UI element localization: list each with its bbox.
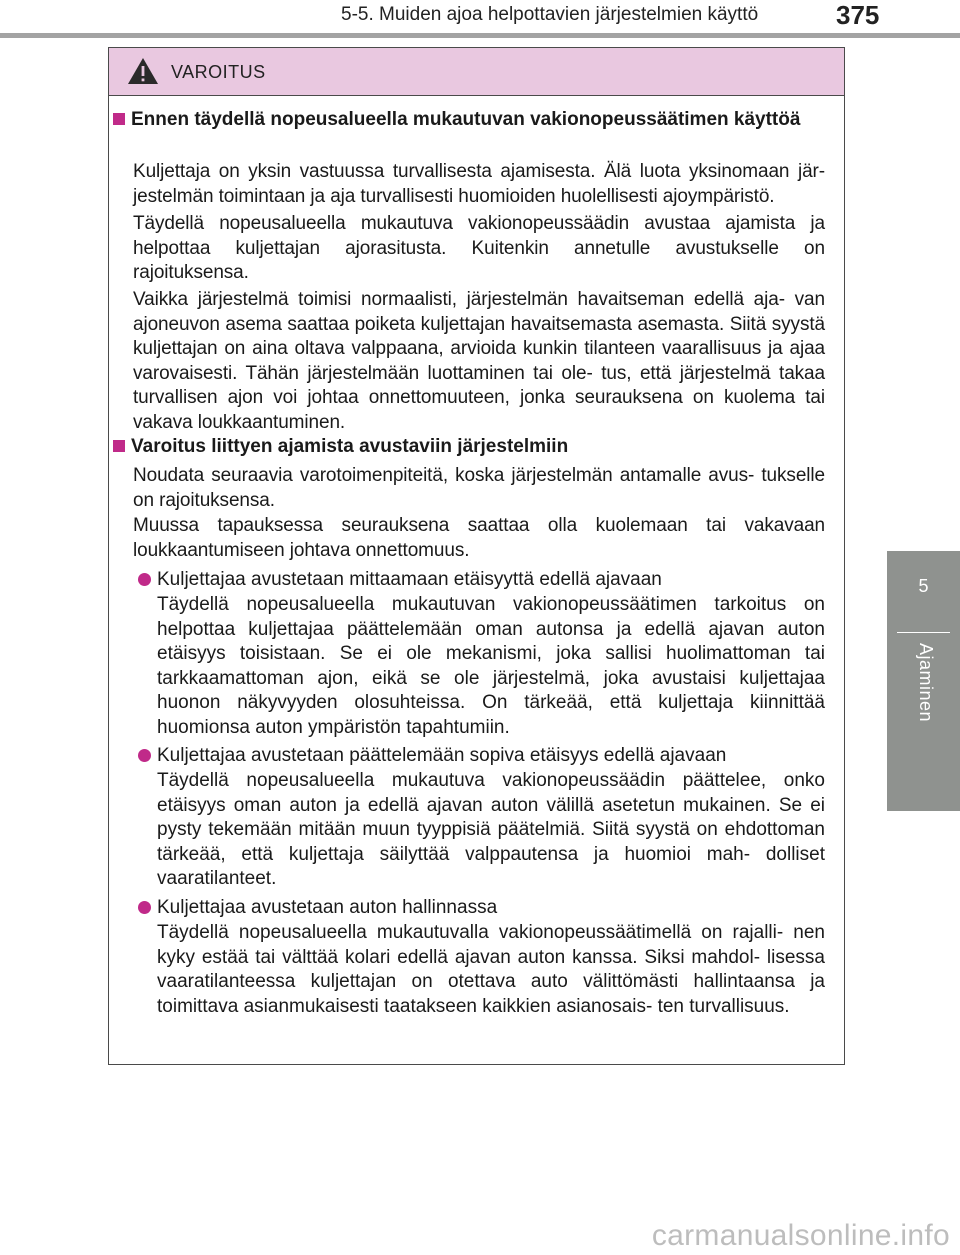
round-bullet-icon xyxy=(138,749,151,762)
paragraph: Täydellä nopeusalueella mukautuva vakionopeussäädin avustaa ajamista ja helpottaa kuljettajan ajorasitusta. Kuitenkin annetulle avustukselle on rajoituksensa. xyxy=(133,213,825,283)
list-item-body: Täydellä nopeusalueella mukautuvan vakionopeussäätimen tarkoitus on helpottaa kuljettajaa päättelemään oman autonsa ja edellä ajavan auton etäisyys toisistaan. Se ei ole mekanismi, joka sallisi huolimattoman tai tarkkaamattoman ajon, eikä se ole järjestelmä, joka avustaisi kuljettajaa huonon näkyvyyden olosuhteissa. On tärkeää, että kuljettaja kiinnittää huomionsa auton ympäristön tapahtumiin. xyxy=(157,594,825,738)
list-item-title: Kuljettajaa avustetaan päättelemään sopiva etäisyys edellä ajavaan xyxy=(157,745,727,766)
paragraph: Kuljettaja on yksin vastuussa turvallisesta ajamisesta. Älä luota yksinomaan jär- jestelmän toimintaan ja aja turvallisesti huomioiden huolellisesti ajoympäristö. xyxy=(133,161,825,207)
paragraph: Noudata seuraavia varotoimenpiteitä, koska järjestelmän antamalle avus- tukselle on rajoituksensa. xyxy=(133,465,825,511)
section-title: 5-5. Muiden ajoa helpottavien järjestelmien käyttö xyxy=(341,4,759,25)
side-tab-divider xyxy=(897,632,950,633)
warning-label: VAROITUS xyxy=(171,62,266,82)
header-rule xyxy=(0,33,960,38)
warning-box xyxy=(108,47,845,1065)
list-item-title: Kuljettajaa avustetaan auton hallinnassa xyxy=(157,897,498,918)
warning-triangle-icon xyxy=(127,57,159,90)
section-heading-text: Varoitus liittyen ajamista avustaviin järjestelmiin xyxy=(131,436,569,457)
chapter-label: Ajaminen xyxy=(916,643,936,723)
paragraph: Vaikka järjestelmä toimisi normaalisti, järjestelmän havaitseman edellä aja- van ajoneuvon asema saattaa poiketa kuljettajan havaitsemasta asemasta. Siitä syystä kuljettajan on aina oltava valppaana, arvioida kunkin tilanteen vaarallisuus ja ajaa varovaisesti. Tähän järjestelmään luottaminen tai ole- tus, että järjestelmä takaa turvallisen ajon voi johtaa onnettomuuteen, jonka seurauksena on kuolema tai vakava loukkaantuminen. xyxy=(133,289,825,433)
section-heading xyxy=(131,434,825,460)
square-bullet-icon xyxy=(113,440,125,452)
chapter-side-tab xyxy=(887,551,960,811)
list-item-body: Täydellä nopeusalueella mukautuvalla vakionopeussäätimellä on rajalli- nen kyky estää tai välttää kolari edellä ajavan auton kanssa. Siksi mahdol- lisessa vaaratilanteessa kuljettajan on otettava auto välittömästi hallintaansa ja toimittava asianmukaisesti taatakseen kaikkien asianosais- ten turvallisuus. xyxy=(157,922,825,1017)
square-bullet-icon xyxy=(113,113,125,125)
section-heading xyxy=(131,107,825,133)
round-bullet-icon xyxy=(138,901,151,914)
paragraph: Muussa tapauksessa seurauksena saattaa olla kuolemaan tai vakavaan loukkaantumiseen johtava onnettomuus. xyxy=(133,515,825,561)
list-item-body: Täydellä nopeusalueella mukautuva vakionopeussäädin päättelee, onko etäisyys oman auton ja edellä ajavan auton välillä asetetun mukainen. Se ei pysty tekemään mitään muun tyyppisiä päätelmiä. Siitä syystä on ehdottoman tärkeää, että kuljettaja säilyttää valppautensa ja huomioi mah- dolliset vaaratilanteet. xyxy=(157,770,825,889)
warning-header xyxy=(109,48,844,96)
footer-watermark: carmanualsonline.info xyxy=(651,1219,950,1252)
round-bullet-icon xyxy=(138,573,151,586)
page-number: 375 xyxy=(836,0,880,30)
chapter-number: 5 xyxy=(918,576,929,596)
list-item-title: Kuljettajaa avustetaan mittaamaan etäisyyttä edellä ajavaan xyxy=(157,569,662,590)
section-heading-text: Ennen täydellä nopeusalueella mukautuvan vakionopeussäätimen käyttöä xyxy=(131,109,801,130)
